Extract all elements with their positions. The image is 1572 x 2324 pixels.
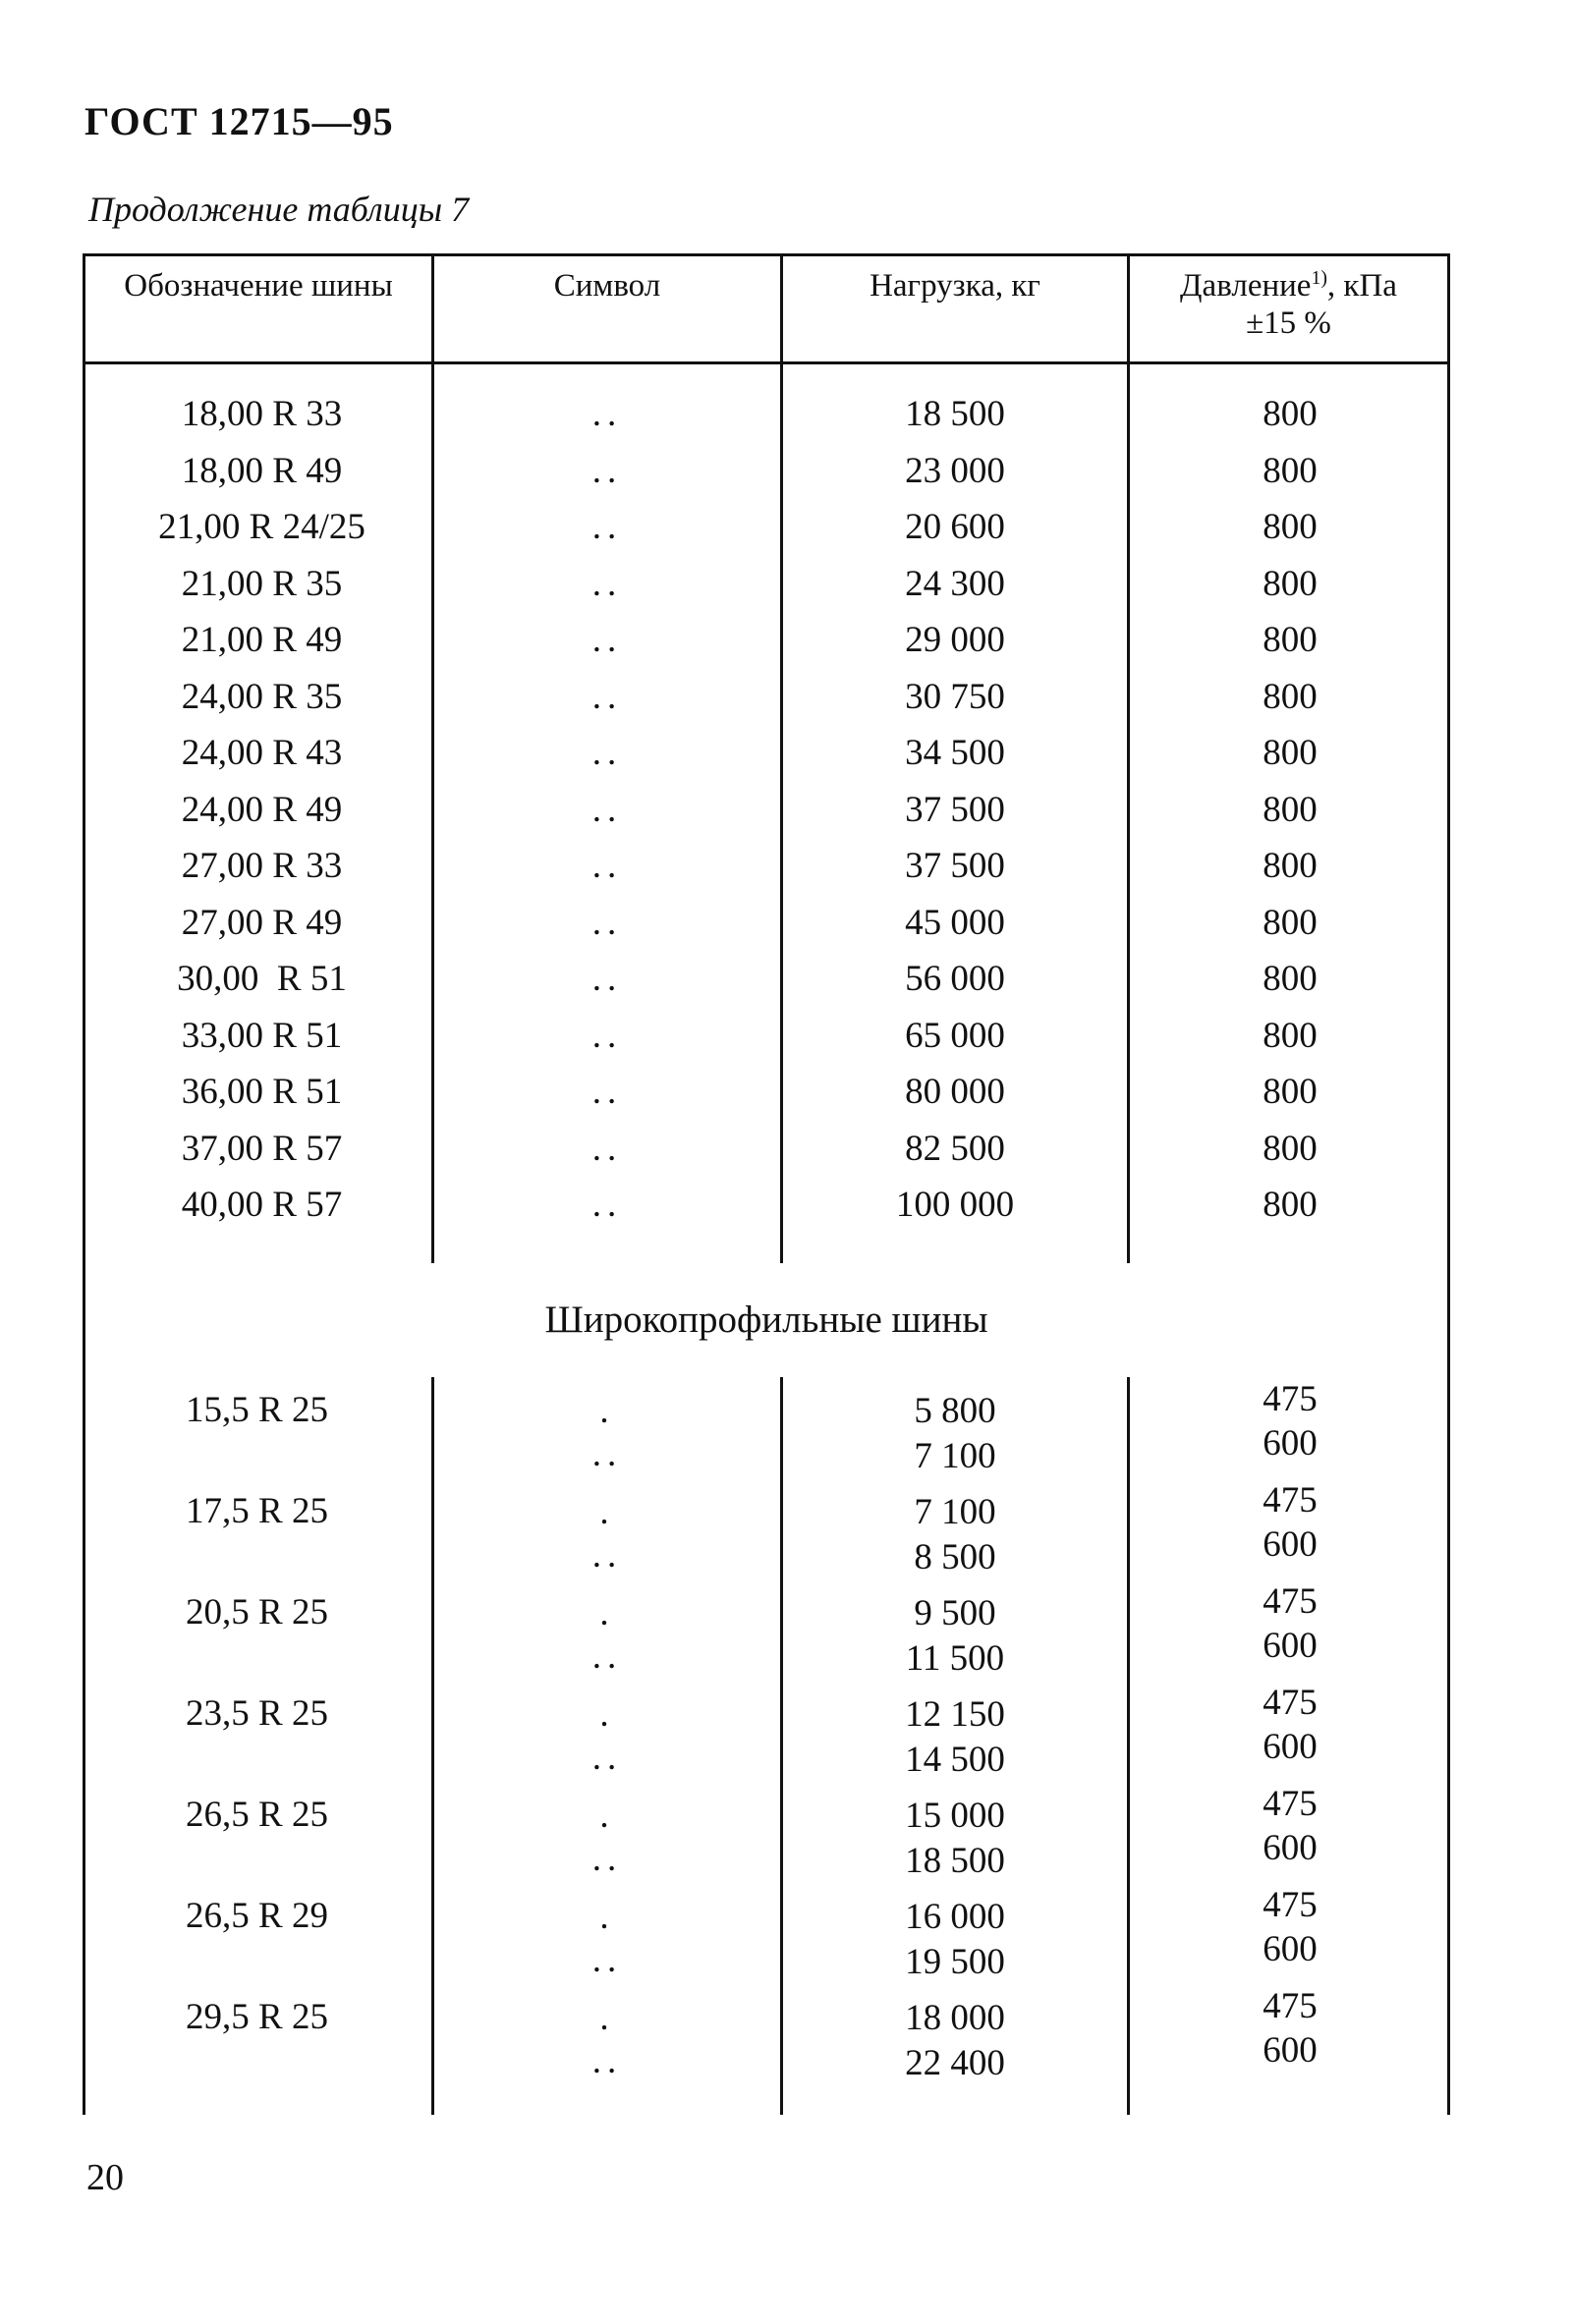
column-header-load-label: Нагрузка, кг <box>870 268 1040 304</box>
tire-designation: 27,00 R 33 <box>181 846 343 886</box>
pressure-value: 800 <box>1263 620 1318 660</box>
wide-profile-rows <box>83 1379 1450 2093</box>
table-row <box>83 1064 1450 1121</box>
tire-designation: 33,00 R 51 <box>181 1015 343 1056</box>
tire-designation: 17,5 R 25 <box>186 1491 328 1531</box>
tire-designation: 18,00 R 33 <box>181 394 343 434</box>
pressure-value: 800 <box>1263 1072 1318 1112</box>
speed-symbol: . <box>599 1796 615 1836</box>
table-row <box>83 725 1450 782</box>
speed-symbol: . <box>599 1897 615 1937</box>
load-value: 20 600 <box>905 507 1005 547</box>
pressure-value: 800 <box>1263 507 1318 547</box>
tire-designation: 15,5 R 25 <box>186 1390 328 1430</box>
header-bottom-border <box>83 361 1450 364</box>
load-value: 14 500 <box>905 1740 1005 1780</box>
load-value: 37 500 <box>905 846 1005 886</box>
pressure-value: 800 <box>1263 733 1318 773</box>
load-value: 34 500 <box>905 733 1005 773</box>
tire-table <box>83 253 1450 2115</box>
pressure-value: 800 <box>1263 902 1318 943</box>
speed-symbol: . <box>599 1593 615 1633</box>
load-value: 5 800 <box>914 1391 996 1431</box>
load-value: 56 000 <box>905 959 1005 999</box>
tire-designation: 23,5 R 25 <box>186 1693 328 1734</box>
load-value: 11 500 <box>905 1638 1005 1679</box>
load-value: 100 000 <box>895 1185 1015 1225</box>
table-row <box>83 838 1450 895</box>
speed-symbol: .. <box>591 2041 623 2081</box>
pressure-value: 475 <box>1263 1480 1318 1521</box>
table-row <box>83 951 1450 1008</box>
table-row <box>83 443 1450 500</box>
load-value: 30 750 <box>905 676 1005 717</box>
pressure-value: 600 <box>1263 1524 1318 1565</box>
speed-symbol: .. <box>591 1839 623 1879</box>
speed-symbol: . <box>599 1998 615 2038</box>
speed-symbol: .. <box>591 1434 623 1474</box>
load-value: 37 500 <box>905 789 1005 830</box>
speed-symbol: .. <box>591 1636 623 1677</box>
pressure-value: 800 <box>1263 563 1318 604</box>
load-value: 18 000 <box>905 1998 1005 2038</box>
load-value: 9 500 <box>914 1593 996 1633</box>
pressure-value: 600 <box>1263 1828 1318 1868</box>
table-row <box>83 612 1450 669</box>
tire-designation: 27,00 R 49 <box>181 902 343 943</box>
speed-symbol: .. <box>591 450 623 491</box>
pressure-value: 800 <box>1263 959 1318 999</box>
pressure-value: 600 <box>1263 1929 1318 1969</box>
load-value: 18 500 <box>905 1841 1005 1881</box>
pressure-value: 800 <box>1263 1128 1318 1169</box>
table-row <box>83 386 1450 443</box>
load-value: 18 500 <box>905 394 1005 434</box>
speed-symbol: .. <box>591 507 623 547</box>
tire-designation: 24,00 R 35 <box>181 676 343 717</box>
tire-designation: 21,00 R 35 <box>181 563 343 604</box>
load-value: 80 000 <box>905 1072 1005 1112</box>
speed-symbol: . <box>599 1694 615 1735</box>
table-row-wide <box>83 1480 1450 1587</box>
table-row-wide <box>83 1683 1450 1790</box>
column-header-load <box>783 267 1127 304</box>
tire-designation: 26,5 R 29 <box>186 1896 328 1936</box>
table-caption: Продолжение таблицы 7 <box>88 190 470 229</box>
tire-designation: 30,00 R 51 <box>177 959 347 999</box>
pressure-value: 475 <box>1263 1885 1318 1925</box>
tire-designation: 24,00 R 49 <box>181 789 343 830</box>
pressure-value: 475 <box>1263 1683 1318 1723</box>
section-title-wide-profile: Широкопрофильные шины <box>544 1299 988 1341</box>
speed-symbol: .. <box>591 676 623 717</box>
speed-symbol: .. <box>591 789 623 830</box>
table-row-wide <box>83 1784 1450 1891</box>
load-value: 22 400 <box>905 2043 1005 2083</box>
speed-symbol: .. <box>591 846 623 886</box>
load-value: 19 500 <box>905 1942 1005 1982</box>
table-row <box>83 1121 1450 1178</box>
pressure-value: 800 <box>1263 676 1318 717</box>
pressure-value: 600 <box>1263 1727 1318 1767</box>
speed-symbol: .. <box>591 1128 623 1169</box>
speed-symbol: .. <box>591 1185 623 1225</box>
table-row <box>83 782 1450 839</box>
pressure-value: 800 <box>1263 450 1318 491</box>
table-row <box>83 895 1450 952</box>
load-value: 24 300 <box>905 563 1005 604</box>
footnote-marker: 1) <box>1311 267 1327 289</box>
speed-symbol: .. <box>591 620 623 660</box>
column-header-designation-label: Обозначение шины <box>124 268 393 304</box>
speed-symbol: .. <box>591 902 623 943</box>
speed-symbol: .. <box>591 394 623 434</box>
table-row <box>83 1008 1450 1065</box>
tire-designation: 40,00 R 57 <box>181 1185 343 1225</box>
table-row-wide <box>83 1986 1450 2093</box>
load-value: 7 100 <box>914 1436 996 1476</box>
tire-designation: 18,00 R 49 <box>181 450 343 491</box>
table-row-wide <box>83 1581 1450 1688</box>
speed-symbol: .. <box>591 1535 623 1576</box>
speed-symbol: .. <box>591 1015 623 1056</box>
column-header-pressure-label: Давление <box>1180 268 1312 304</box>
pressure-value: 800 <box>1263 846 1318 886</box>
table-row <box>83 1177 1450 1234</box>
column-header-symbol-label: Символ <box>553 268 661 304</box>
tire-designation: 21,00 R 49 <box>181 620 343 660</box>
table-row <box>83 499 1450 556</box>
load-value: 29 000 <box>905 620 1005 660</box>
pressure-value: 475 <box>1263 1379 1318 1419</box>
pressure-value: 600 <box>1263 1626 1318 1666</box>
speed-symbol: .. <box>591 733 623 773</box>
table-row-wide <box>83 1885 1450 1992</box>
speed-symbol: .. <box>591 1738 623 1778</box>
pressure-value: 800 <box>1263 789 1318 830</box>
column-header-symbol <box>434 267 780 304</box>
speed-symbol: .. <box>591 1072 623 1112</box>
pressure-value: 600 <box>1263 1423 1318 1464</box>
pressure-value: 475 <box>1263 1784 1318 1824</box>
pressure-value: 800 <box>1263 1015 1318 1056</box>
standard-rows <box>83 386 1450 1234</box>
pressure-value: 475 <box>1263 1581 1318 1622</box>
load-value: 23 000 <box>905 450 1005 491</box>
speed-symbol: . <box>599 1391 615 1431</box>
column-header-pressure-tolerance: ±15 % <box>1246 305 1331 341</box>
load-value: 12 150 <box>905 1694 1005 1735</box>
table-row <box>83 556 1450 613</box>
column-header-pressure <box>1130 267 1447 342</box>
table-row-wide <box>83 1379 1450 1486</box>
speed-symbol: .. <box>591 959 623 999</box>
speed-symbol: . <box>599 1492 615 1532</box>
load-value: 82 500 <box>905 1128 1005 1169</box>
tire-designation: 26,5 R 25 <box>186 1795 328 1835</box>
page-number: 20 <box>86 2157 124 2198</box>
load-value: 15 000 <box>905 1796 1005 1836</box>
tire-designation: 36,00 R 51 <box>181 1072 343 1112</box>
load-value: 65 000 <box>905 1015 1005 1056</box>
tire-designation: 37,00 R 57 <box>181 1128 343 1169</box>
column-header-designation <box>85 267 431 304</box>
tire-designation: 20,5 R 25 <box>186 1592 328 1632</box>
load-value: 45 000 <box>905 902 1005 943</box>
tire-designation: 24,00 R 43 <box>181 733 343 773</box>
load-value: 7 100 <box>914 1492 996 1532</box>
speed-symbol: .. <box>591 563 623 604</box>
table-row <box>83 669 1450 726</box>
pressure-value: 600 <box>1263 2030 1318 2071</box>
document-header: ГОСТ 12715—95 <box>84 99 394 143</box>
pressure-value: 800 <box>1263 394 1318 434</box>
tire-designation: 29,5 R 25 <box>186 1997 328 2037</box>
table-top-border <box>83 253 1450 256</box>
pressure-value: 800 <box>1263 1185 1318 1225</box>
column-header-pressure-unit: , кПа <box>1326 268 1397 304</box>
load-value: 8 500 <box>914 1537 996 1577</box>
speed-symbol: .. <box>591 1940 623 1980</box>
tire-designation: 21,00 R 24/25 <box>158 507 365 547</box>
pressure-value: 475 <box>1263 1986 1318 2026</box>
load-value: 16 000 <box>905 1897 1005 1937</box>
